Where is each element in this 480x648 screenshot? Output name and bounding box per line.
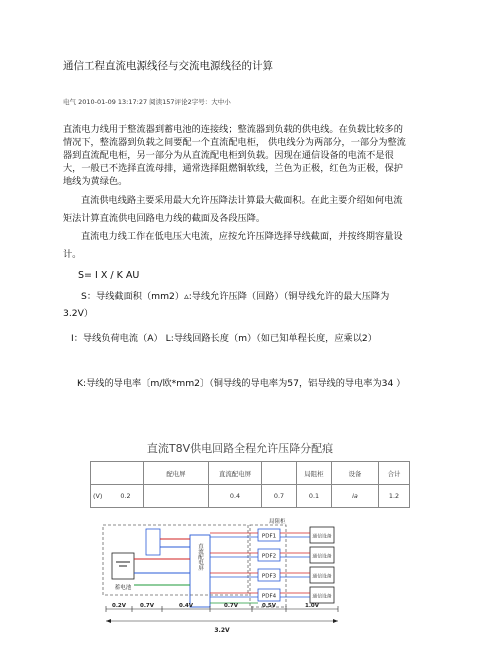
rack-label: 局阻柜 (269, 519, 286, 525)
definition-s: S：导线截面积（mm2）▵:导线允许压降（回路）（铜导线允许的最大压降为3.2V） (63, 291, 390, 319)
table-cell: 局阻柜 (297, 462, 332, 485)
table-cell: 0.7 (262, 485, 297, 508)
paragraph-2: 直流供电线路主要采用最大允许压降法计算最大截面积。在此主要介绍如何电流矩法计算直流供电回路电力线的截面及各段压降。 (63, 195, 403, 224)
definition-i: I：导线负荷电流（A） L:导线回路长度（m）（如已知单程长度，应乘以2） (71, 333, 377, 344)
definition-k: K:导线的导电率〔m/欧*mm2〕（铜导线的导电率为57，铝导线的导电率为34 ） (77, 378, 406, 389)
drop-label: 0.7V (140, 603, 154, 609)
table-cell: 1.2 (379, 485, 410, 508)
equipment-label: 通信设备 (312, 574, 332, 580)
table-cell: 0.1 (297, 485, 332, 508)
table-cell: ia (332, 485, 379, 508)
paragraph-1: 直流电力线用于整流器到蓄电池的连接线；整流器到负载的供电线。在负载比较多的情况下，整流器到负载之间要配一个直流配电柜， 供电线分为两部分，一部分为整流器到直流配电柜，另一部分为从直流配电柜到负载。因现在通信设备的电流不是很大，一般已不选择直流母排，通常选择阻燃铜软线，兰色为正极，红色为正极，保护地线为黄绿色。 (63, 124, 406, 187)
table-cell (91, 485, 144, 508)
table-cell (91, 462, 144, 485)
arrow-right-icon (333, 619, 338, 623)
pdf-label: PDF2 (261, 553, 277, 560)
pdf-label: PDF4 (261, 593, 277, 600)
rectifier-box (146, 529, 160, 555)
equipment-group (310, 527, 334, 603)
formula: S= I X / K AU (78, 270, 140, 281)
table-cell: 配电屏 (144, 462, 209, 485)
pdf-group (258, 529, 280, 601)
dc-cabinet-label: 直流配电屏 (197, 543, 203, 571)
total-label: 3.2V (214, 627, 230, 634)
table-header-row (91, 462, 410, 485)
drop-label: 0.2V (112, 603, 126, 609)
pdf-label: PDF1 (261, 533, 277, 540)
paragraph-3: 直流电力线工作在低电压大电流，应按允许压降选择导线截面，并按终期容量设计。 (63, 231, 403, 260)
drop-label: 0.5V (262, 603, 276, 609)
pdf-to-equipment-wires (280, 533, 310, 597)
table-cell: 0.4 (209, 485, 262, 508)
battery-label: 蓄电池 (114, 585, 132, 591)
voltage-drop-table (90, 461, 410, 508)
pdf-label: PDF3 (261, 573, 277, 580)
drop-label: 1.0V (305, 603, 319, 609)
equipment-label: 通信设备 (312, 534, 332, 540)
unit-label: (V) (93, 492, 103, 500)
table-cell: 直流配电屏 (209, 462, 262, 485)
doc-meta: 电气 2010-01-09 13:17:27 阅读157评论2字号：大中小 (63, 98, 231, 106)
drop-label: 0.4V (179, 603, 193, 609)
arrow-left-icon (106, 619, 111, 623)
doc-title: 通信工程直流电源线径与交流电源线径的计算 (63, 60, 273, 72)
power-distribution-diagram (102, 517, 352, 642)
drop-label: 0.7V (224, 603, 238, 609)
equipment-label: 通信设备 (312, 554, 332, 560)
table-cell (262, 462, 297, 485)
table-cell: 设备 (332, 462, 379, 485)
value: 0.2 (120, 492, 131, 500)
table-title: 直流T8V供电回路全程允许压降分配痕 (146, 442, 334, 455)
table-row (91, 485, 410, 508)
table-cell (144, 485, 209, 508)
table-cell: 合计 (379, 462, 410, 485)
cabinet-to-pdf-wires (210, 533, 258, 603)
equipment-label: 通信设备 (312, 594, 332, 600)
